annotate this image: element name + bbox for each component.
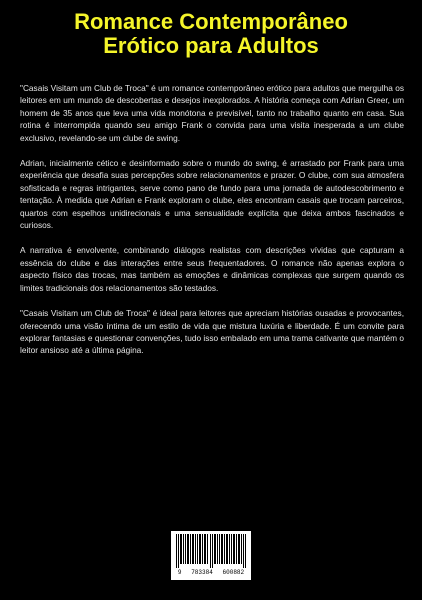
isbn-barcode [171, 531, 251, 580]
blurb-paragraph-3: A narrativa é envolvente, combinando diálogos realistas com descrições vívidas que capturam a essência do clube e das interações entre seus frequentadores. O romance não apenas explora o aspecto físico das trocas, mas também as emoções e dinâmicas complexas que surgem quando os limites tradicionais dos relacionamentos são testados. [20, 245, 404, 293]
cover-title [0, 10, 422, 58]
barcode-bars [176, 534, 246, 568]
barcode-digits [171, 569, 251, 576]
barcode-digit-prefix: 9 [177, 569, 182, 576]
blurb-paragraph-1: "Casais Visitam um Club de Troca" é um romance contemporâneo erótico para adultos que mergulha os leitores em um mundo de descobertas e desejos inexplorados. A história começa com Adrian Greer, um homem de 35 anos que leva uma vida monótona e previsível, tanto no trabalho quanto em casa. Sua rotina é interrompida quando seu amigo Frank o convida para uma visita inesperada a um clube exclusivo, revelando-se um clube de swing. [20, 83, 404, 143]
blurb-paragraph-2: Adrian, inicialmente cético e desinformado sobre o mundo do swing, é arrastado por Frank para uma experiência que desafia suas percepções sobre relacionamentos e prazer. O clube, com sua atmosfera sofisticada e regras intrigantes, serve como pano de fundo para uma jornada de autodescobrimento e tentação. À medida que Adrian e Frank exploram o clube, eles encontram casais que trocam parceiros, quartos com espelhos unidirecionais e uma sensualidade explícita que deixa ambos fascinados e curiosos. [20, 158, 404, 231]
blurb [20, 82, 404, 370]
title-line-2: Erótico para Adultos [103, 33, 319, 58]
blurb-paragraph-4: "Casais Visitam um Club de Troca" é ideal para leitores que apreciam histórias ousadas e provocantes, oferecendo uma visão íntima de um estilo de vida que mistura luxúria e liberdade. É um convite para explorar fantasias e questionar convenções, tudo isso embalado em uma trama cativante que mantém o leitor ansioso até a última página. [20, 308, 404, 356]
barcode-digits-right: 600882 [222, 569, 245, 576]
title-line-1: Romance Contemporâneo [74, 9, 348, 34]
barcode-digits-left: 783384 [191, 569, 213, 576]
